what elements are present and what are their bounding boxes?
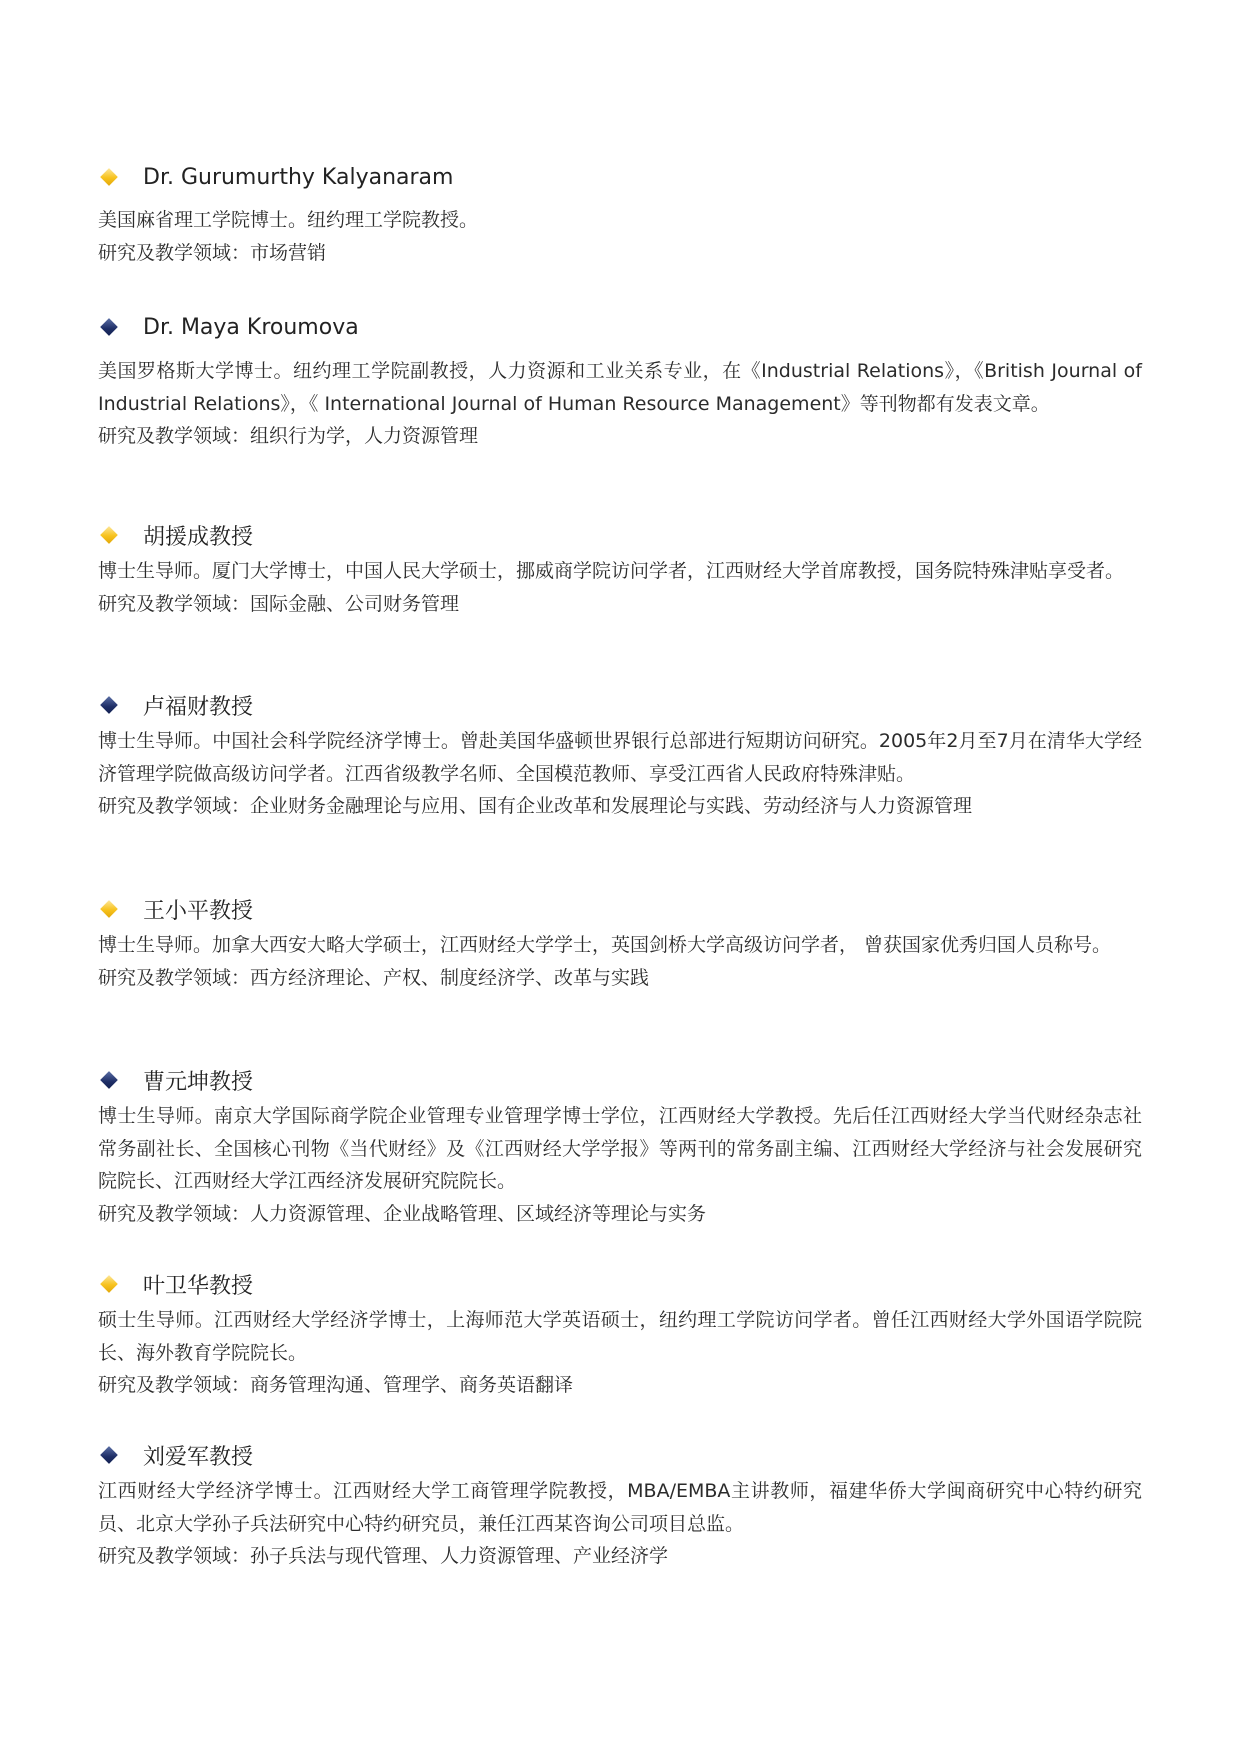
faculty-research-field: 研究及教学领域：西方经济理论、产权、制度经济学、改革与实践 [98, 966, 650, 989]
faculty-research-field: 研究及教学领域：组织行为学，人力资源管理 [98, 425, 479, 447]
gold-diamond-icon [100, 526, 118, 544]
faculty-research-field: 研究及教学领域：市场营销 [98, 241, 327, 264]
gold-diamond-icon [100, 1275, 118, 1293]
faculty-name-row [98, 157, 1142, 197]
faculty-entry-kalyanaram [98, 157, 1142, 269]
faculty-research-field: 研究及教学领域：人力资源管理、企业战略管理、区域经济等理论与实务 [98, 1202, 707, 1225]
faculty-name: 叶卫华教授 [143, 1273, 254, 1299]
navy-diamond-icon [100, 1071, 118, 1089]
faculty-name: 刘爱军教授 [143, 1444, 254, 1470]
faculty-bio: 博士生导师。加拿大西安大略大学硕士，江西财经大学学士，英国剑桥大学高级访问学者， 曾获国家优秀归国人员称号。 [98, 934, 1112, 956]
faculty-bio: 博士生导师。厦门大学博士，中国人民大学硕士，挪威商学院访问学者，江西财经大学首席教授，国务院特殊津贴享受者。 [98, 560, 1125, 582]
faculty-entry-hu [98, 515, 1142, 620]
faculty-name: 曹元坤教授 [143, 1069, 254, 1095]
navy-diamond-icon [100, 696, 118, 714]
faculty-entry-wang [98, 889, 1142, 994]
faculty-name: 王小平教授 [143, 898, 254, 924]
faculty-name-row [98, 889, 1142, 929]
gold-diamond-icon [100, 168, 118, 186]
faculty-name-row [98, 1435, 1142, 1475]
faculty-name-row [98, 515, 1142, 555]
faculty-bio: 博士生导师。中国社会科学院经济学博士。曾赴美国华盛顿世界银行总部进行短期访问研究。2005年2月至7月在清华大学经济管理学院做高级访问学者。江西省级教学名师、全国模范教师、享受江西省人民政府特殊津贴。 [98, 730, 1142, 785]
faculty-name: 卢福财教授 [143, 694, 254, 720]
faculty-research-field: 研究及教学领域：商务管理沟通、管理学、商务英语翻译 [98, 1374, 574, 1396]
faculty-name-row [98, 307, 1142, 347]
faculty-entry-cao [98, 1060, 1142, 1230]
faculty-name-row [98, 685, 1142, 725]
faculty-bio: 江西财经大学经济学博士。江西财经大学工商管理学院教授，MBA/EMBA主讲教师，福建华侨大学闽商研究中心特约研究员、北京大学孙子兵法研究中心特约研究员，兼任江西某咨询公司项目总监。 [98, 1480, 1142, 1535]
faculty-research-field: 研究及教学领域：孙子兵法与现代管理、人力资源管理、产业经济学 [98, 1545, 669, 1567]
faculty-bio: 美国麻省理工学院博士。纽约理工学院教授。 [98, 209, 479, 231]
faculty-bio: 美国罗格斯大学博士。纽约理工学院副教授，人力资源和工业关系专业，在《Industrial Relations》，《British Journal of Industrial Relations》，《 International Journal of Human Resource Management》等刊物都有发表文章。 [98, 360, 1142, 415]
faculty-name-row [98, 1264, 1142, 1304]
faculty-name: Dr. Gurumurthy Kalyanaram [143, 164, 454, 190]
gold-diamond-icon [100, 900, 118, 918]
faculty-entry-liu [98, 1435, 1142, 1573]
faculty-name-row [98, 1060, 1142, 1100]
faculty-entry-ye [98, 1264, 1142, 1402]
navy-diamond-icon [100, 318, 118, 336]
faculty-research-field: 研究及教学领域：企业财务金融理论与应用、国有企业改革和发展理论与实践、劳动经济与人力资源管理 [98, 795, 973, 817]
faculty-name: 胡援成教授 [143, 524, 254, 550]
faculty-bio: 硕士生导师。江西财经大学经济学博士，上海师范大学英语硕士，纽约理工学院访问学者。曾任江西财经大学外国语学院院长、海外教育学院院长。 [98, 1309, 1142, 1364]
faculty-entry-lu [98, 685, 1142, 823]
navy-diamond-icon [100, 1446, 118, 1464]
faculty-entry-kroumova [98, 307, 1142, 453]
faculty-research-field: 研究及教学领域：国际金融、公司财务管理 [98, 592, 460, 615]
faculty-bio: 博士生导师。南京大学国际商学院企业管理专业管理学博士学位，江西财经大学教授。先后任江西财经大学当代财经杂志社常务副社长、全国核心刊物《当代财经》及《江西财经大学学报》等两刊的常务副主编、江西财经大学经济与社会发展研究院院长、江西财经大学江西经济发展研究院院长。 [98, 1105, 1142, 1192]
faculty-name: Dr. Maya Kroumova [143, 314, 359, 340]
